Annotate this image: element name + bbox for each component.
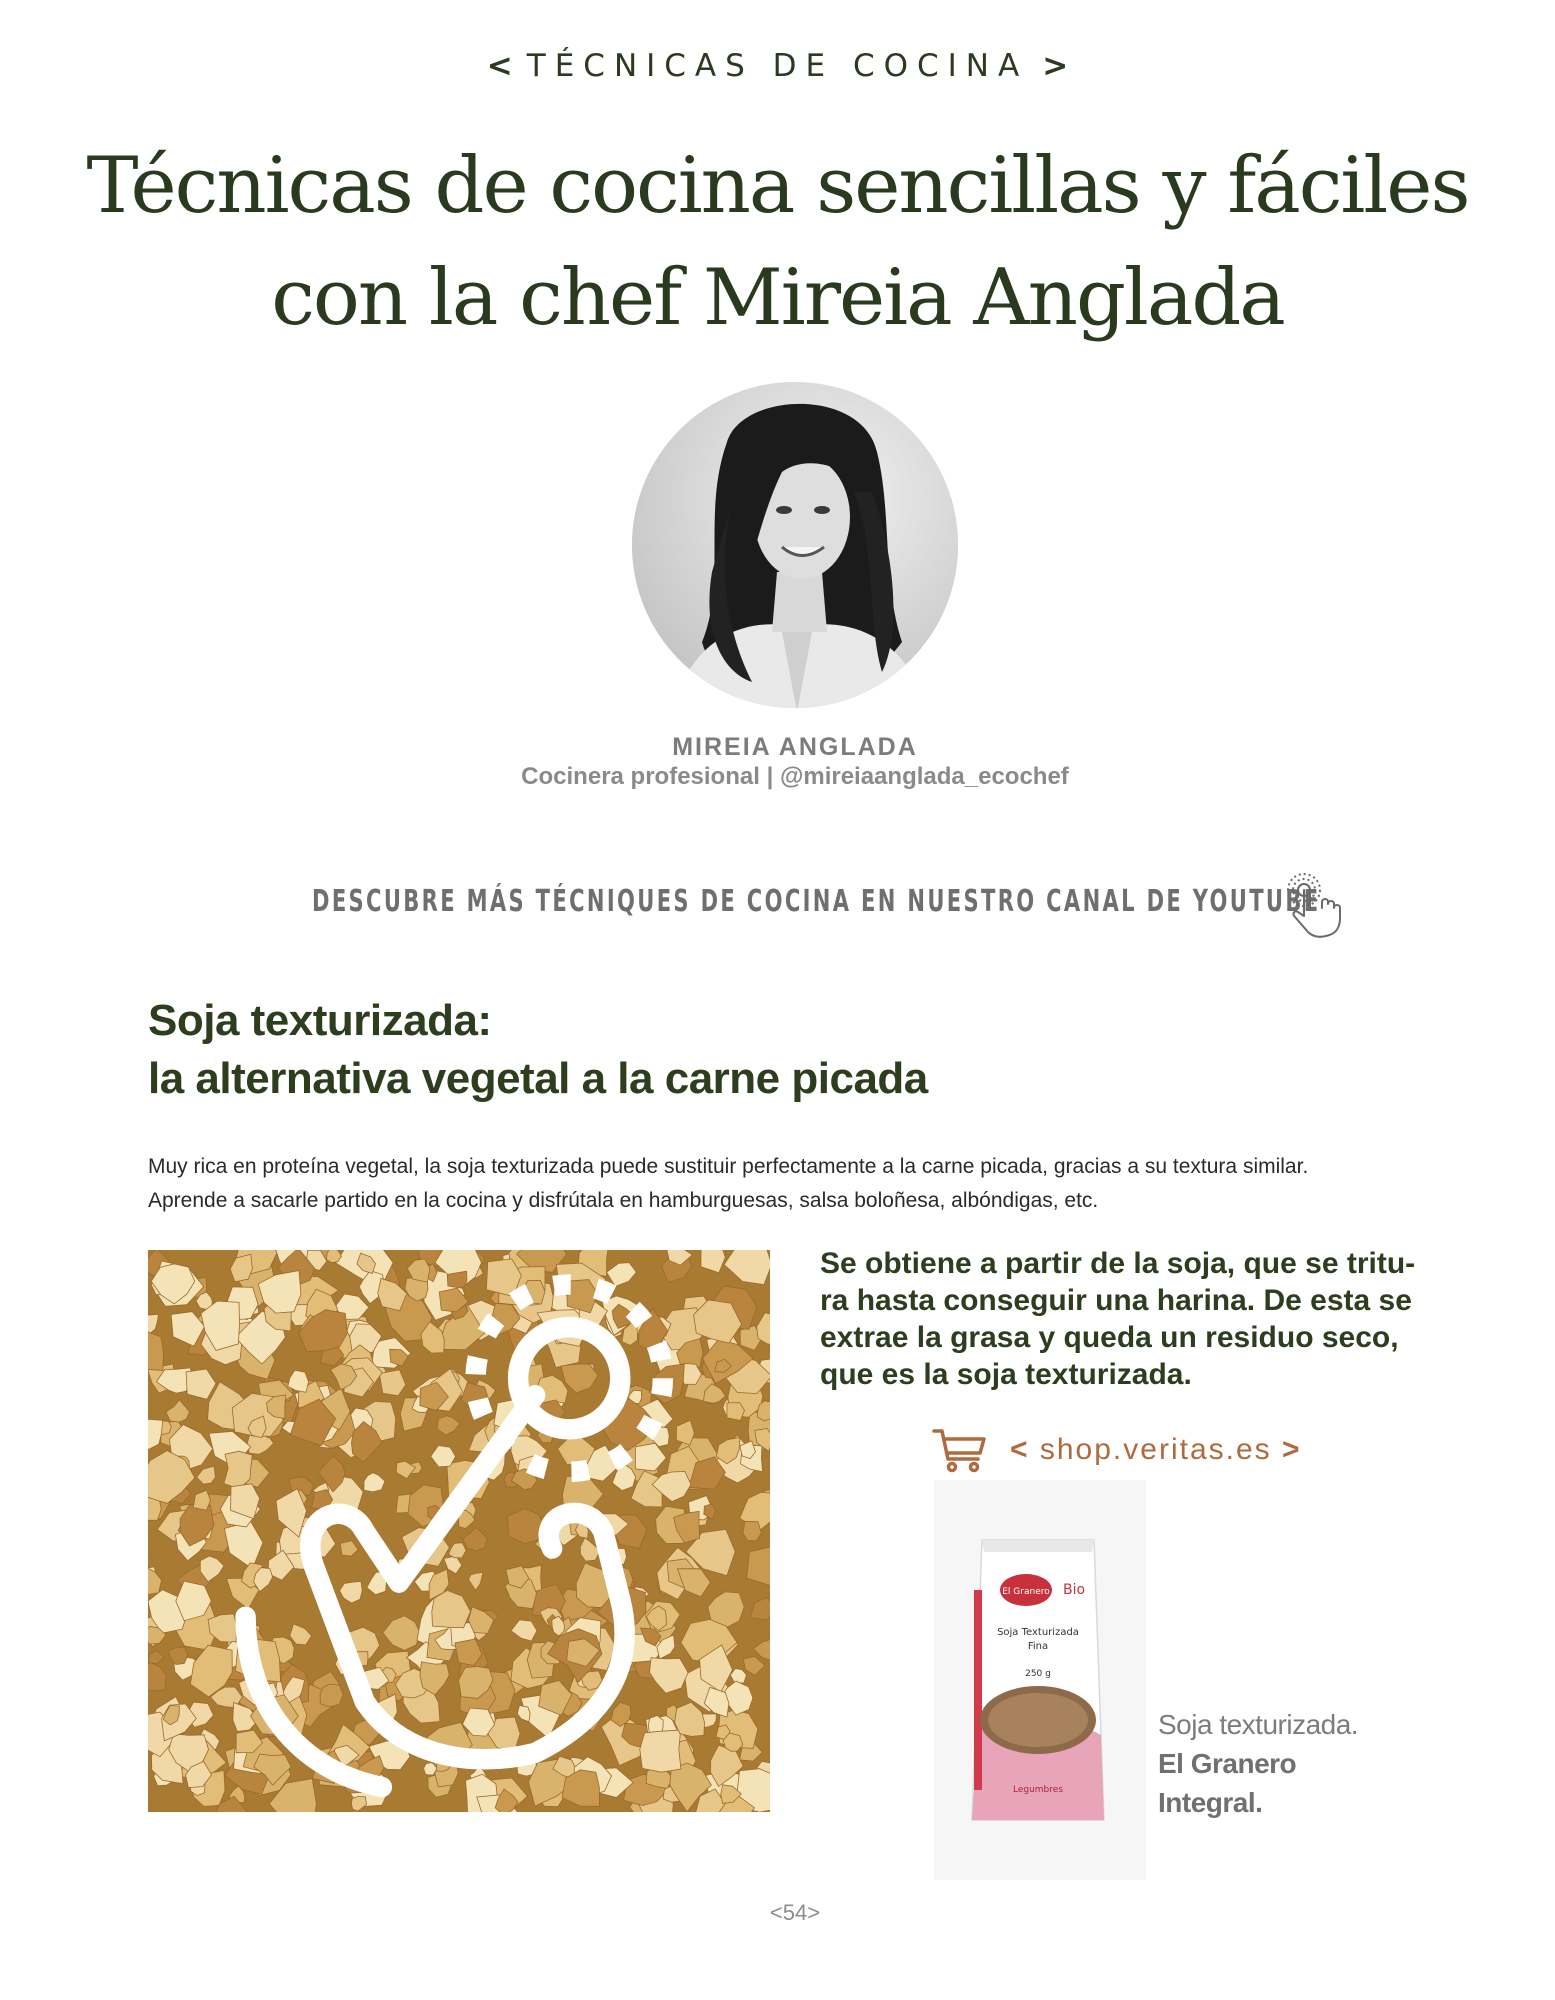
chevron-right-icon: > [807, 1900, 821, 1925]
page-title-line-2: con la chef Mireia Anglada [271, 253, 1284, 343]
shop-link-row[interactable] [932, 1425, 1352, 1475]
article-callout-line-1: Se obtiene a partir de la soja, que se tritu- [820, 1247, 1416, 1280]
article-heading-line-2: la alternativa vegetal a la carne picada [148, 1054, 928, 1103]
tap-hand-icon[interactable] [1284, 872, 1348, 942]
shop-url[interactable]: shop.veritas.es [1039, 1433, 1272, 1466]
article-intro-line-1: Muy rica en proteína vegetal, la soja texturizada puede sustituir perfectamente a la carne picada, gracias a su textura similar. [148, 1155, 1309, 1178]
tap-hand-icon[interactable] [156, 1250, 770, 1804]
page-title [60, 130, 1495, 354]
article-intro [148, 1150, 1468, 1218]
section-label: TÉCNICAS DE COCINA [526, 48, 1029, 84]
page-number [0, 1900, 1555, 1926]
product-caption [1158, 1705, 1458, 1822]
product-package [934, 1480, 1146, 1880]
product-caption-line-1: Soja texturizada. [1158, 1709, 1359, 1740]
textured-soy-photo[interactable] [148, 1250, 770, 1812]
author-name: MIREIA ANGLADA [672, 733, 918, 761]
youtube-cta-text[interactable]: DESCUBRE MÁS TÉCNIQUES DE COCINA EN NUESTRO CANAL DE YOUTUBE [312, 884, 1321, 919]
article-heading-line-1: Soja texturizada: [148, 996, 492, 1045]
author-portrait [632, 382, 958, 708]
author-role: Cocinera profesional | @mireiaanglada_ecochef [521, 763, 1069, 790]
package-bio: Bio [1062, 1582, 1086, 1598]
article-intro-line-2: Aprende a sacarle partido en la cocina y disfrútala en hamburguesas, salsa boloñesa, albóndigas, etc. [148, 1189, 1099, 1212]
product-caption-line-3: Integral. [1158, 1787, 1263, 1818]
article-callout [820, 1245, 1460, 1393]
product-caption-line-2: El Granero [1158, 1748, 1297, 1779]
package-name-line-2: Fina [1027, 1641, 1049, 1652]
article-callout-line-2: ra hasta conseguir una harina. De esta se [820, 1284, 1412, 1317]
chevron-right-icon: > [1042, 48, 1069, 84]
youtube-cta[interactable] [312, 872, 1352, 942]
product-image[interactable] [934, 1480, 1146, 1880]
chevron-left-icon: < [769, 1900, 783, 1925]
article-heading [148, 992, 1148, 1108]
shop-link[interactable] [1010, 1433, 1302, 1467]
package-category: Legumbres [1012, 1785, 1064, 1795]
article-callout-line-4: que es la soja texturizada. [820, 1358, 1192, 1391]
article-callout-line-3: extrae la grasa y queda un residuo seco, [820, 1321, 1399, 1354]
page-title-line-1: Técnicas de cocina sencillas y fáciles [86, 141, 1469, 231]
package-weight: 250 g [1025, 1669, 1051, 1679]
cart-icon[interactable] [932, 1425, 986, 1475]
package-name-line-1: Soja Texturizada [997, 1627, 1079, 1638]
chevron-left-icon: < [1010, 1433, 1030, 1466]
section-kicker [0, 48, 1555, 84]
chevron-left-icon: < [486, 48, 513, 84]
page-number-value: 54 [782, 1900, 808, 1925]
package-brand: El Granero [1002, 1587, 1050, 1597]
portrait-illustration [632, 382, 958, 708]
chevron-right-icon: > [1282, 1433, 1302, 1466]
